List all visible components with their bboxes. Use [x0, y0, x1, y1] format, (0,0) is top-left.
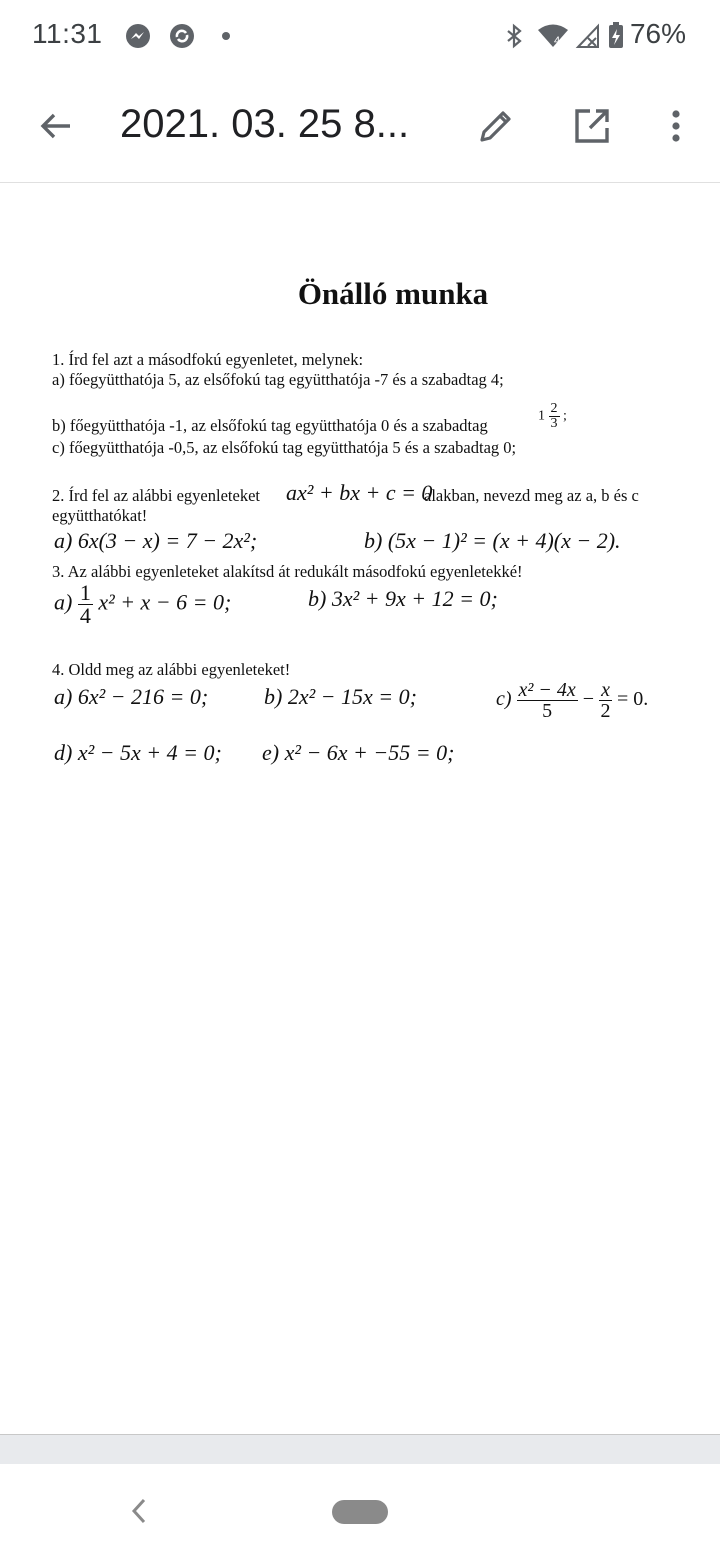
q4-c — [496, 680, 648, 721]
q4-c-denominator-1: 5 — [542, 700, 553, 722]
sync-app-icon — [168, 22, 196, 50]
q2-intro-start: 2. Írd fel az alábbi egyenleteket — [52, 486, 260, 505]
q1-c: c) főegyütthatója -0,5, az elsőfokú tag együtthatója 5 és a szabadtag 0; — [52, 438, 517, 457]
battery-percent: 76% — [629, 18, 686, 49]
battery-charging-icon — [606, 22, 626, 50]
q2-intro-line2: együtthatókat! — [52, 506, 148, 525]
q4-a: a) 6x² − 216 = 0; — [54, 684, 209, 709]
q3-a-denominator: 4 — [79, 603, 91, 628]
document-title: 2021. 03. 25 8... — [120, 102, 410, 146]
open-in-new-icon — [572, 106, 612, 146]
open-in-new-button[interactable] — [566, 100, 618, 152]
back-button[interactable] — [30, 100, 82, 152]
q4-c-fraction-1 — [517, 680, 578, 721]
q1-b-numerator: 2 — [550, 401, 558, 416]
edit-button[interactable] — [470, 100, 522, 152]
q3-a-label: a) — [54, 589, 73, 615]
q4-c-fraction-2 — [599, 680, 612, 721]
status-time: 11:31 — [32, 18, 103, 49]
q2-standard-form: ax² + bx + c = 0 — [286, 480, 433, 505]
viewer-bottom-band — [0, 1434, 720, 1465]
q4-b: b) 2x² − 15x = 0; — [264, 684, 417, 709]
q1-b-fraction — [549, 402, 560, 431]
q3-a — [54, 582, 231, 627]
q4-c-numerator-2: x — [601, 679, 610, 701]
document-page — [0, 184, 720, 1434]
q3-intro: 3. Az alábbi egyenleteket alakítsd át redukált másodfokú egyenletekké! — [52, 562, 523, 581]
pencil-icon — [476, 106, 516, 146]
q2-a: a) 6x(3 − x) = 7 − 2x²; — [54, 528, 258, 553]
q1-intro: 1. Írd fel azt a másodfokú egyenletet, melynek: — [52, 350, 364, 369]
more-vert-icon — [666, 106, 686, 146]
messenger-icon — [124, 22, 152, 50]
q2-intro-end: alakban, nevezd meg az a, b és c — [424, 486, 639, 505]
q1-b-denominator: 3 — [550, 416, 558, 431]
q4-c-numerator-1: x² − 4x — [518, 679, 576, 701]
nav-home-pill[interactable] — [332, 1500, 388, 1524]
document-heading: Önálló munka — [297, 276, 489, 311]
q4-d: d) x² − 5x + 4 = 0; — [54, 740, 222, 765]
q4-c-end: = 0. — [616, 688, 649, 711]
q3-a-numerator: 1 — [79, 580, 91, 605]
q4-c-minus: − — [582, 688, 595, 711]
network-badge: 4 — [554, 35, 561, 47]
q1-b-end: ; — [563, 408, 567, 424]
q4-c-denominator-2: 2 — [600, 700, 611, 722]
notification-dot-icon — [216, 22, 244, 50]
back-arrow-icon — [36, 106, 76, 146]
bluetooth-icon — [500, 22, 528, 50]
system-nav-bar — [0, 1464, 720, 1560]
q4-c-label: c) — [496, 688, 512, 711]
q3-a-fraction — [78, 582, 93, 627]
q3-a-rest: x² + x − 6 = 0; — [98, 589, 232, 615]
cell-signal-icon — [574, 22, 602, 50]
q1-b-mixed-number — [538, 402, 567, 431]
nav-back-icon — [126, 1496, 152, 1526]
q3-b: b) 3x² + 9x + 12 = 0; — [308, 586, 498, 611]
q4-intro: 4. Oldd meg az alábbi egyenleteket! — [52, 660, 291, 679]
app-toolbar — [0, 72, 720, 183]
more-options-button[interactable] — [650, 100, 702, 152]
nav-back-button[interactable] — [126, 1496, 152, 1531]
q1-a: a) főegyütthatója 5, az elsőfokú tag együtthatója -7 és a szabadtag 4; — [52, 370, 504, 389]
q1-b-whole: 1 — [538, 408, 545, 424]
q4-e: e) x² − 6x + −55 = 0; — [262, 740, 455, 765]
status-bar — [0, 0, 720, 72]
q2-b: b) (5x − 1)² = (x + 4)(x − 2). — [364, 528, 621, 553]
q1-b: b) főegyütthatója -1, az elsőfokú tag együtthatója 0 és a szabadtag — [52, 416, 488, 435]
wifi-icon — [536, 22, 570, 50]
